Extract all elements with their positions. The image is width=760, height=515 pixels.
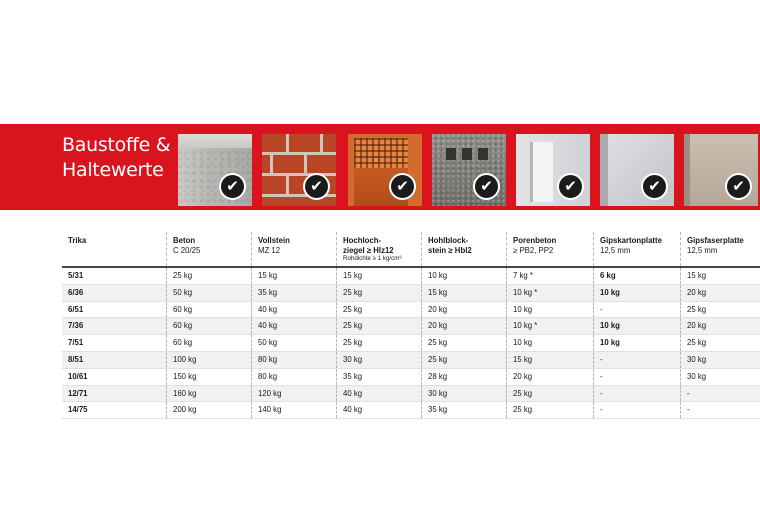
cell-gipskartonplatte: 6 kg [594, 267, 681, 284]
banner-title [62, 133, 170, 183]
table-row [62, 402, 760, 419]
checkmark-icon: ✔ [389, 173, 416, 200]
cell-beton: 60 kg [167, 301, 252, 318]
cell-porenbeton: 10 kg * [507, 284, 594, 301]
checkmark-icon: ✔ [641, 173, 668, 200]
cell-hochlochziegel: 25 kg [337, 301, 422, 318]
cell-porenbeton: 7 kg * [507, 267, 594, 284]
column-header-label: Beton [173, 236, 196, 245]
aerated-concrete-icon [516, 134, 590, 206]
cell-vollstein: 15 kg [252, 267, 337, 284]
column-header-label: Porenbeton [513, 236, 557, 245]
table-row [62, 318, 760, 335]
cell-gipsfaserplatte: 25 kg [681, 335, 760, 352]
table-row [62, 351, 760, 368]
cell-trika: 14/75 [62, 402, 167, 419]
cell-vollstein: 40 kg [252, 301, 337, 318]
hollow-block-icon [432, 134, 506, 206]
column-header-hochlochziegel [337, 232, 422, 267]
column-header-gipskartonplatte [594, 232, 681, 267]
cell-hochlochziegel: 25 kg [337, 284, 422, 301]
cell-gipsfaserplatte: 15 kg [681, 267, 760, 284]
cell-porenbeton: 20 kg [507, 368, 594, 385]
column-header-sub: ≥ PB2, PP2 [513, 245, 554, 255]
cell-trika: 10/61 [62, 368, 167, 385]
cell-gipsfaserplatte: - [681, 402, 760, 419]
cell-porenbeton: 25 kg [507, 402, 594, 419]
cell-beton: 150 kg [167, 368, 252, 385]
cell-hohlblockstein: 25 kg [422, 335, 507, 352]
concrete-block-icon [178, 134, 252, 206]
cell-porenbeton: 15 kg [507, 351, 594, 368]
cell-gipsfaserplatte: 20 kg [681, 284, 760, 301]
cell-hohlblockstein: 30 kg [422, 385, 507, 402]
column-header-vollstein [252, 232, 337, 267]
cell-hochlochziegel: 40 kg [337, 402, 422, 419]
cell-vollstein: 80 kg [252, 351, 337, 368]
cell-hohlblockstein: 20 kg [422, 301, 507, 318]
cell-vollstein: 50 kg [252, 335, 337, 352]
cell-trika: 6/51 [62, 301, 167, 318]
table-row [62, 385, 760, 402]
column-header-label-2: stein ≥ Hbl2 [428, 245, 472, 255]
cell-gipskartonplatte: - [594, 402, 681, 419]
cell-hohlblockstein: 25 kg [422, 351, 507, 368]
cell-beton: 50 kg [167, 284, 252, 301]
perforated-brick-icon [348, 134, 422, 206]
cell-gipskartonplatte: 10 kg [594, 335, 681, 352]
column-header-sub: 12,5 mm [687, 245, 718, 255]
banner-title-line1: Baustoffe & [62, 134, 171, 156]
cell-gipsfaserplatte: 20 kg [681, 318, 760, 335]
column-header-beton [167, 232, 252, 267]
cell-vollstein: 140 kg [252, 402, 337, 419]
cell-gipskartonplatte: 10 kg [594, 318, 681, 335]
checkmark-icon: ✔ [557, 173, 584, 200]
column-header-gipsfaserplatte [681, 232, 760, 267]
cell-gipskartonplatte: - [594, 368, 681, 385]
table-row [62, 267, 760, 284]
cell-vollstein: 120 kg [252, 385, 337, 402]
column-header-hohlblockstein [422, 232, 507, 267]
cell-gipskartonplatte: - [594, 385, 681, 402]
column-header-note: Rohdichte ≥ 1 kg/cm³ [343, 255, 402, 262]
cell-gipskartonplatte: 10 kg [594, 284, 681, 301]
column-header-label: Hochloch- [343, 236, 382, 245]
cell-hochlochziegel: 15 kg [337, 267, 422, 284]
plasterboard-icon [600, 134, 674, 206]
cell-vollstein: 80 kg [252, 368, 337, 385]
cell-hohlblockstein: 28 kg [422, 368, 507, 385]
table-body [62, 267, 760, 419]
cell-gipsfaserplatte: 25 kg [681, 301, 760, 318]
cell-vollstein: 40 kg [252, 318, 337, 335]
column-header-label: Hohlblock- [428, 236, 469, 245]
column-header-trika: Trika [62, 232, 167, 267]
cell-hochlochziegel: 25 kg [337, 335, 422, 352]
cell-trika: 6/36 [62, 284, 167, 301]
column-header-sub: C 20/25 [173, 245, 201, 255]
cell-beton: 100 kg [167, 351, 252, 368]
cell-gipsfaserplatte: - [681, 385, 760, 402]
cell-hohlblockstein: 15 kg [422, 284, 507, 301]
column-header-label: Gipsfaserplatte [687, 236, 744, 245]
cell-hohlblockstein: 20 kg [422, 318, 507, 335]
cell-trika: 7/51 [62, 335, 167, 352]
cell-hohlblockstein: 35 kg [422, 402, 507, 419]
checkmark-icon: ✔ [219, 173, 246, 200]
cell-porenbeton: 10 kg [507, 301, 594, 318]
cell-trika: 5/31 [62, 267, 167, 284]
cell-beton: 60 kg [167, 335, 252, 352]
cell-hochlochziegel: 30 kg [337, 351, 422, 368]
cell-gipskartonplatte: - [594, 301, 681, 318]
table-row [62, 335, 760, 352]
table-row [62, 368, 760, 385]
cell-porenbeton: 25 kg [507, 385, 594, 402]
checkmark-icon: ✔ [303, 173, 330, 200]
cell-hochlochziegel: 40 kg [337, 385, 422, 402]
load-values-table [62, 232, 760, 419]
cell-trika: 12/71 [62, 385, 167, 402]
cell-gipskartonplatte: - [594, 351, 681, 368]
table-row [62, 301, 760, 318]
column-header-label: Gipskartonplatte [600, 236, 662, 245]
cell-beton: 60 kg [167, 318, 252, 335]
column-header-sub: MZ 12 [258, 245, 281, 255]
cell-hochlochziegel: 35 kg [337, 368, 422, 385]
column-header-sub: 12,5 mm [600, 245, 631, 255]
checkmark-icon: ✔ [473, 173, 500, 200]
cell-beton: 160 kg [167, 385, 252, 402]
cell-trika: 8/51 [62, 351, 167, 368]
banner-title-line2: Haltewerte [62, 159, 164, 181]
cell-hochlochziegel: 25 kg [337, 318, 422, 335]
cell-gipsfaserplatte: 30 kg [681, 351, 760, 368]
cell-trika: 7/36 [62, 318, 167, 335]
gypsum-fiber-board-icon [684, 134, 758, 206]
column-header-label-2: ziegel ≥ Hlz12 [343, 245, 394, 255]
table-row [62, 284, 760, 301]
solid-brick-icon [262, 134, 336, 206]
cell-beton: 200 kg [167, 402, 252, 419]
cell-gipsfaserplatte: 30 kg [681, 368, 760, 385]
cell-hohlblockstein: 10 kg [422, 267, 507, 284]
cell-porenbeton: 10 kg [507, 335, 594, 352]
cell-beton: 25 kg [167, 267, 252, 284]
column-header-porenbeton [507, 232, 594, 267]
checkmark-icon: ✔ [725, 173, 752, 200]
column-header-label: Vollstein [258, 236, 290, 245]
cell-vollstein: 35 kg [252, 284, 337, 301]
cell-porenbeton: 10 kg * [507, 318, 594, 335]
table-header-row [62, 232, 760, 267]
